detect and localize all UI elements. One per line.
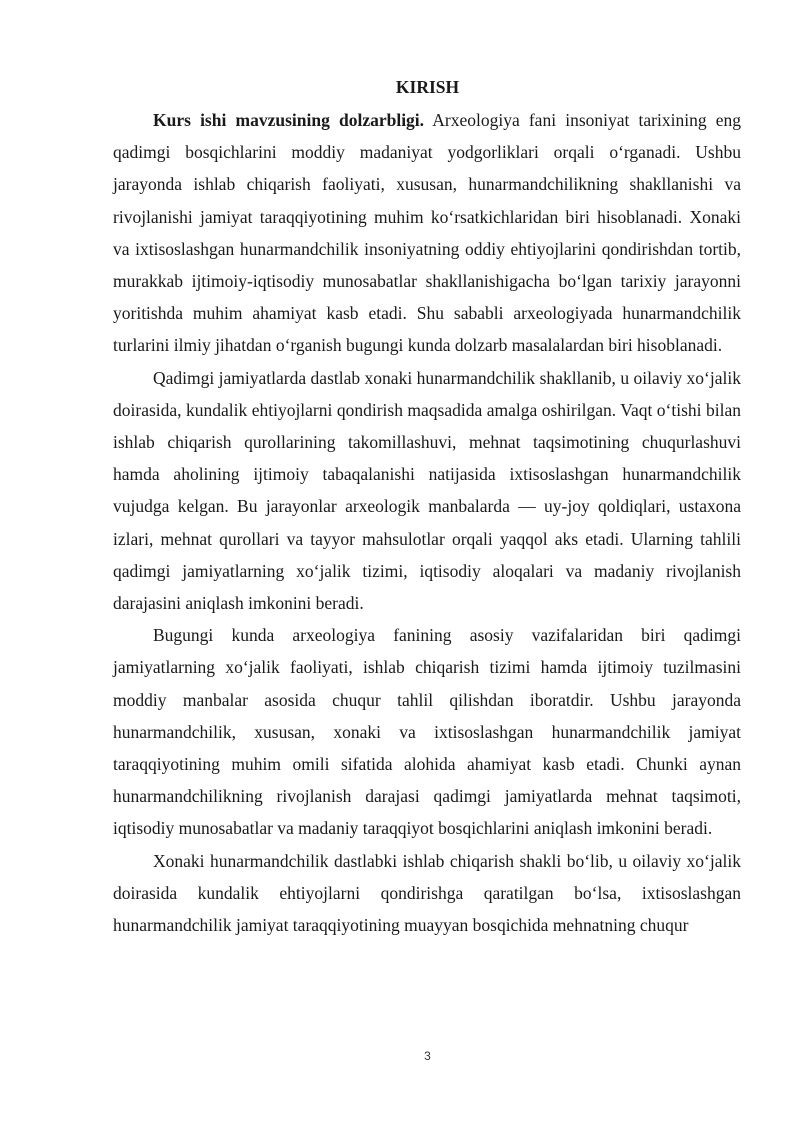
body-text	[113, 104, 741, 941]
paragraph-lead: Kurs ishi mavzusining dolzarbligi.	[153, 110, 425, 130]
paragraph-2	[113, 362, 741, 620]
page-number: 3	[424, 1049, 431, 1063]
section-heading: KIRISH	[395, 77, 460, 97]
paragraph-1	[113, 104, 741, 362]
paragraph-text: Arxeologiya fani insoniyat tarixining eng qadimgi bosqichlarini moddiy madaniyat yodgorliklari orqali o‘rganadi. Ushbu jarayonda ishlab chiqarish faoliyati, xususan, hunarmandchilikning shakllanishi va rivojlanishi jamiyat taraqqiyotining muhim ko‘rsatkichlaridan biri hisoblanadi. Xonaki va ixtisoslashgan hunarmandchilik insoniyatning oddiy ehtiyojlarini qondirishdan tortib, murakkab ijtimoiy-iqtisodiy munosabatlar shakllanishigacha bo‘lgan tarixiy jarayonni yoritishda muhim ahamiyat kasb etadi. Shu sababli arxeologiyada hunarmandchilik turlarini ilmiy jihatdan o‘rganish bugungi kunda dolzarb masalalardan biri hisoblanadi.	[113, 110, 741, 356]
paragraph-3	[113, 619, 741, 844]
paragraph-text: Qadimgi jamiyatlarda dastlab xonaki hunarmandchilik shakllanib, u oilaviy xo‘jalik doirasida, kundalik ehtiyojlarni qondirish maqsadida amalga oshirilgan. Vaqt o‘tishi bilan ishlab chiqarish qurollarining takomillashuvi, mehnat taqsimotining chuqurlashuvi hamda aholining ijtimoiy tabaqalanishi natijasida ixtisoslashgan hunarmandchilik vujudga kelgan. Bu jarayonlar arxeologik manbalarda — uy-joy qoldiqlari, ustaxona izlari, mehnat qurollari va tayyor mahsulotlar orqali yaqqol aks etadi. Ularning tahlili qadimgi jamiyatlarning xo‘jalik tizimi, iqtisodiy aloqalari va madaniy rivojlanish darajasini aniqlash imkonini beradi.	[113, 367, 741, 614]
paragraph-4	[113, 845, 741, 942]
paragraph-text: Xonaki hunarmandchilik dastlabki ishlab chiqarish shakli bo‘lib, u oilaviy xo‘jalik doirasida kundalik ehtiyojlarni qondirishga qaratilgan bo‘lsa, ixtisoslashgan hunarmandchilik jamiyat taraqqiyotining muayyan bosqichida mehnatning chuqur	[113, 850, 741, 936]
paragraph-text: Bugungi kunda arxeologiya fanining asosiy vazifalaridan biri qadimgi jamiyatlarning xo‘jalik faoliyati, ishlab chiqarish tizimi hamda ijtimoiy tuzilmasini moddiy manbalar asosida chuqur tahlil qilishdan iboratdir. Ushbu jarayonda hunarmandchilik, xususan, xonaki va ixtisoslashgan hunarmandchilik jamiyat taraqqiyotining muhim omili sifatida alohida ahamiyat kasb etadi. Chunki aynan hunarmandchilikning rivojlanish darajasi qadimgi jamiyatlarda mehnat taqsimoti, iqtisodiy munosabatlar va madaniy taraqqiyot bosqichlarini aniqlash imkonini beradi.	[113, 625, 741, 839]
